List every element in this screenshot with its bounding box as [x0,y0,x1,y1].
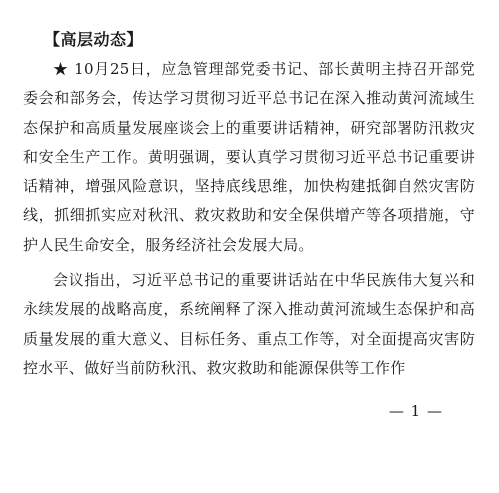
section-heading: 【高层动态】 [44,30,144,49]
page-number: — 1 — [388,402,443,420]
paragraph-meeting-summary: 会议指出，习近平总书记的重要讲话站在中华民族伟大复兴和永续发展的战略高度，系统阐释了深入推动黄河流域生态保护和高质量发展的重大意义、目标任务、重点工作等，对全面提高灾害防控水平、做好当前防秋汛、救灾救助和能源保供等工作作 [23,271,475,377]
paragraph-news-item: ★ 10月25日，应急管理部党委书记、部长黄明主持召开部党委会和部务会，传达学习贯彻习近平总书记在深入推动黄河流域生态保护和高质量发展座谈会上的重要讲话精神，研究部署防汛救灾和安全生产工作。黄明强调，要认真学习贯彻习近平总书记重要讲话精神，增强风险意识，坚持底线思维，加快构建抵御自然灾害防线，抓细抓实应对秋汛、救灾救助和安全保供增产等各项措施，守护人民生命安全，服务经济社会发展大局。 [23,60,475,254]
body-text [23,55,475,383]
